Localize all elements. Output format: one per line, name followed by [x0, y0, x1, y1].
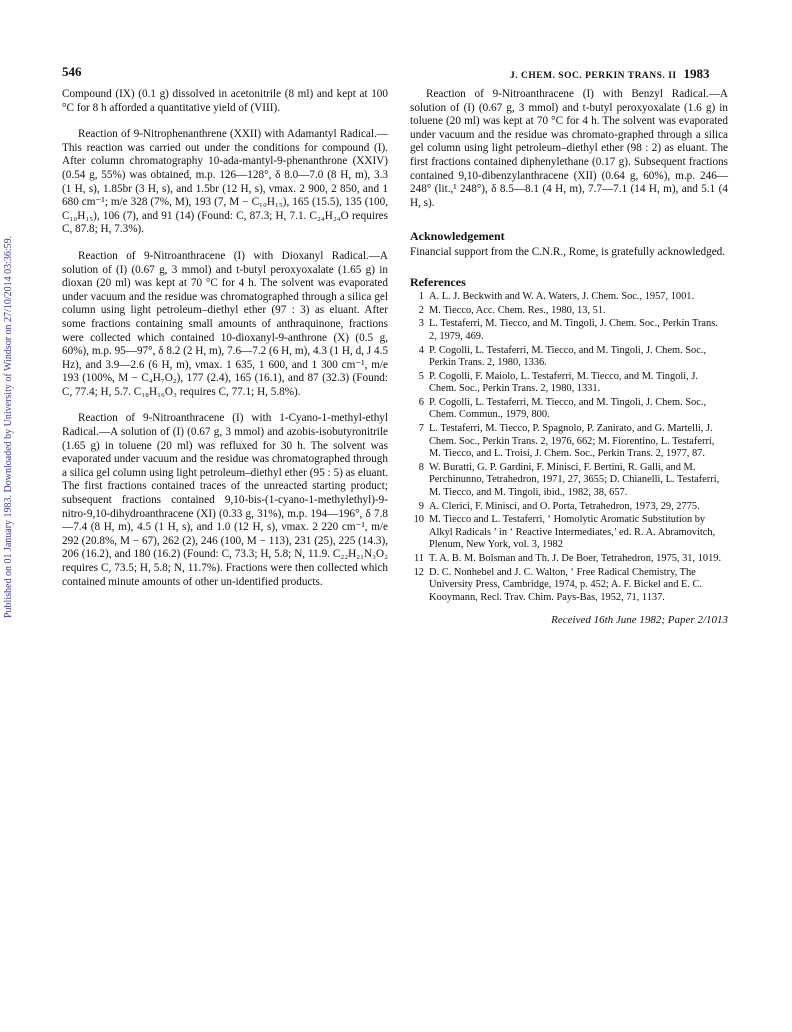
- reference-item: [410, 567, 728, 605]
- reference-text: A. Clerici, F. Minisci, and O. Porta, Tetrahedron, 1973, 29, 2775.: [429, 500, 700, 512]
- reference-text: P. Cogolli, L. Testaferri, M. Tiecco, and M. Tingoli, J. Chem. Soc., Perkin Trans. 2, 1980, 1336.: [429, 344, 707, 369]
- reference-item: [410, 501, 728, 514]
- right-column: [410, 88, 728, 628]
- received-date: Received 16th June 1982; Paper 2/1013: [551, 614, 728, 627]
- reference-number: 3: [418, 318, 424, 330]
- reference-text: D. C. Nonhebel and J. C. Walton, ‘ Free Radical Chemistry, The University Press, Cambridge, 1974, p. 452; A. F. Bickel and E. C. Kooymann, Recl. Trav. Chim. Pays-Bas, 1952, 71, 1137.: [429, 566, 703, 603]
- journal-header: [510, 66, 709, 82]
- paragraph-compound-ix: Compound (IX) (0.1 g) dissolved in acetonitrile (8 ml) and kept at 100 °C for 8 h afforded a quantitative yield of (VIII).: [62, 88, 388, 114]
- acknowledgement-heading: Acknowledgement: [410, 229, 505, 244]
- journal-title: J. CHEM. SOC. PERKIN TRANS. II: [510, 71, 677, 81]
- left-column: [62, 88, 388, 602]
- paragraph-dioxanyl-radical: Reaction of 9-Nitroanthracene (I) with Dioxanyl Radical.—A solution of (I) (0.67 g, 3 mmol) and t-butyl peroxyoxalate (1.65 g) in dioxan (20 ml) was kept at 70 °C for 4 h. The solvent was evaporated under vacuum and the residue was chromatographed through a silica gel column using light petroleum–diethyl ether (97 : 3) as eluant. After some fractions containing small amounts of anthraquinone, fractions were collected which contained 10-dioxanyl-9-anthrone (X) (0.5 g, 60%), m.p. 95—97°, δ 8.2 (2 H, m), 7.6—7.2 (6 H, m), 4.3 (1 H, d, J 4.5 Hz), and 3.9—2.6 (6 H, m), νmax. 1 635, 1 600, and 1 300 cm⁻¹, m/e 193 (100%, M − C₄H₇O₂), 177 (2.4), 165 (16.1), and 87 (32.3) (Found: C, 77.4; H, 5.7. C₁₈H₁₆O₃ requires C, 77.1; H, 5.8%).: [62, 249, 388, 398]
- reference-text: P. Cogolli, L. Testaferri, M. Tiecco, and M. Tingoli, J. Chem. Soc., Chem. Commun., 1979, 800.: [429, 396, 707, 421]
- reference-text: M. Tiecco, Acc. Chem. Res., 1980, 13, 51.: [429, 304, 606, 316]
- reference-text: T. A. B. M. Bolsman and Th. J. De Boer, Tetrahedron, 1975, 31, 1019.: [429, 553, 722, 564]
- reference-text: M. Tiecco and L. Testaferri, ‘ Homolytic Aromatic Substitution by Alkyl Radicals ’ in ‘ Reactive Intermediates,’ ed. R. A. Abramovitch, Plenum, New York, vol. 3, 1982: [429, 514, 716, 551]
- reference-text: L. Testaferri, M. Tiecco, P. Spagnolo, P. Zanirato, and G. Martelli, J. Chem. Soc., Perkin Trans. 2, 1976, 662; M. Fiorentino, L. Testaferri, M. Tiecco, and L. Troisi, J. Chem. Soc., Perkin Trans. 2, 1977, 87.: [429, 423, 715, 460]
- reference-number: 9: [418, 500, 424, 512]
- reference-item: [410, 291, 728, 304]
- reference-number: 1: [418, 291, 424, 303]
- reference-number: 12: [413, 566, 424, 578]
- reference-text: W. Buratti, G. P. Gardini, F. Minisci, F. Bertini, R. Galli, and M. Perchinunno, Tetrahedron, 1971, 27, 3655; D. Chianelli, L. Testaferri, M. Tiecco, and M. Tingoli, ibid., 1982, 38, 657.: [429, 461, 720, 499]
- paragraph-benzyl-radical: Reaction of 9-Nitroanthracene (I) with Benzyl Radical.—A solution of (I) (0.67 g, 3 mmol) and t-butyl peroxyoxalate (1.6 g) in toluene (20 ml) was kept at 70 °C for 4 h. The solvent was evaporated under vacuum and the residue was chromato-graphed through a silica gel column using light petroleum–diethyl ether (98 : 2) as eluant. The first fractions contained diphenylethane (0.17 g). Subsequent fractions contained 9,10-dibenzylanthracene (XII) (0.64 g, 60%), m.p. 246—248° (lit.,¹ 248°), δ 8.5—8.1 (4 H, m), 7.7—7.1 (14 H, m), and 5.1 (4 H, s).: [410, 88, 728, 209]
- reference-item: [410, 305, 728, 318]
- paragraph-nitrophenanthrene: Reaction of 9-Nitrophenanthrene (XXII) with Adamantyl Radical.—This reaction was carried out under the conditions for compound (I). After column chromatography 10-ada-mantyl-9-phenanthrone (XXIV) (0.54 g, 55%) was obtained, m.p. 126—128°, δ 8.0—7.0 (8 H, m), 3.3 (1 H, s), 1.85br (3 H, s), and 1.5br (12 H, s), νmax. 2 900, 2 850, and 1 680 cm⁻¹; m/e 328 (7%, M), 193 (7, M − C₁₀H₁₅), 165 (15.5), 135 (100, C₁₀H₁₅), 106 (7), and 91 (14) (Found: C, 87.3; H, 7.1. C₂₄H₂₄O requires C, 87.8; H, 7.3%).: [62, 128, 388, 236]
- reference-number: 5: [418, 370, 424, 382]
- reference-number: 10: [413, 514, 424, 526]
- reference-number: 8: [418, 461, 424, 473]
- reference-number: 7: [418, 423, 424, 435]
- reference-item: [410, 462, 728, 500]
- reference-item: [410, 514, 728, 552]
- reference-number: 2: [418, 304, 424, 316]
- acknowledgement-text: Financial support from the C.N.R., Rome, is gratefully acknowledged.: [410, 245, 726, 258]
- reference-item: [410, 345, 728, 370]
- references-heading: References: [410, 274, 466, 289]
- reference-number: 6: [418, 396, 424, 408]
- paragraph-cyano-methylethyl-radical: Reaction of 9-Nitroanthracene (I) with 1-Cyano-1-methyl-ethyl Radical.—A solution of (I) (0.67 g, 3 mmol) and azobis-isobutyronitrile (1.65 g) in toluene (20 ml) was refluxed for 30 h. The solvent was evaporated under vacuum and the residue was chromatographed through a silica gel column using light petroleum–diethyl ether (95 : 5) as eluant. The first fractions contained traces of the unreacted starting product; subsequent fractions contained 9,10-bis-(1-cyano-1-methylethyl)-9-nitro-9,10-dihydroanthracene (XI) (0.33 g, 31%), m.p. 194—196°, δ 7.8—7.4 (8 H, m), 4.5 (1 H, s), and 1.0 (12 H, s), νmax. 2 220 cm⁻¹, m/e 292 (20.8%, M − 67), 262 (2), 246 (100, M − 113), 231 (25), 225 (14.3), 206 (16.2), and 180 (16.2) (Found: C, 73.3; H, 5.8; N, 11.9. C₂₂H₂₁N₃O₂ requires C, 73.5; H, 5.8; N, 11.7%). Fractions were then collected which contained minute amounts of other un-identified products.: [62, 412, 388, 588]
- reference-text: A. L. J. Beckwith and W. A. Waters, J. Chem. Soc., 1957, 1001.: [429, 291, 695, 303]
- reference-text: P. Cogolli, F. Maiolo, L. Testaferri, M. Tiecco, and M. Tingoli, J. Chem. Soc., Perkin Trans. 2, 1980, 1331.: [429, 370, 699, 395]
- journal-year: 1983: [683, 66, 710, 81]
- reference-item: [410, 318, 728, 343]
- reference-item: [410, 371, 728, 396]
- page-number: 546: [62, 64, 82, 79]
- download-notice: Published on 01 January 1983. Downloaded by University of Windsor on 27/10/2014 03:36:59.: [3, 235, 14, 619]
- reference-number: 11: [413, 553, 424, 564]
- reference-item: [410, 553, 728, 566]
- reference-item: [410, 423, 728, 461]
- reference-text: L. Testaferri, M. Tiecco, and M. Tingoli, J. Chem. Soc., Perkin Trans. 2, 1979, 469.: [429, 318, 718, 342]
- reference-item: [410, 397, 728, 422]
- reference-number: 4: [418, 344, 424, 356]
- references-list: [410, 291, 728, 604]
